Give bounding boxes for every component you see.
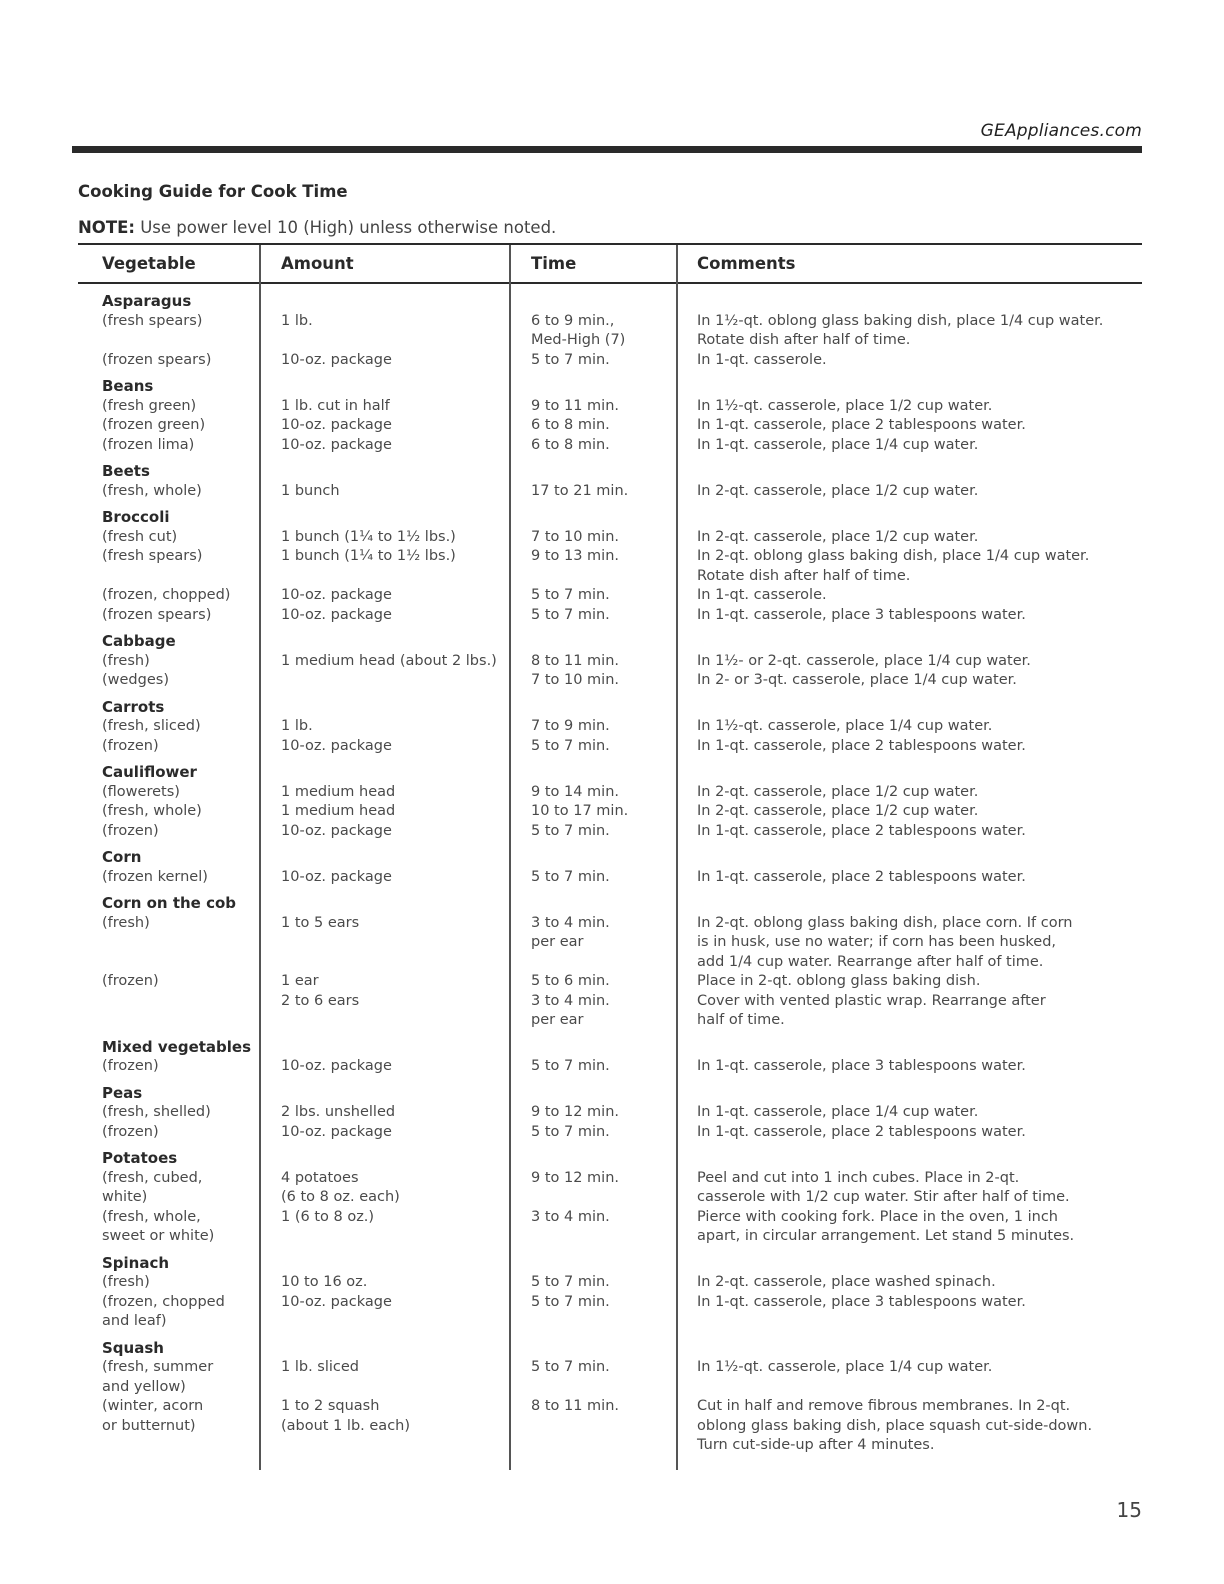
vegetable-cell: (fresh spears): [102, 548, 203, 564]
amount-cell: 1 lb.: [281, 718, 313, 734]
time-cell: 5 to 7 min.: [531, 868, 610, 885]
amount-cell: 1 lb.: [281, 312, 313, 329]
vegetable-group-name: Asparagus: [102, 292, 192, 310]
amount-cell: 10-oz. package: [281, 737, 392, 754]
time-cell: 9 to 11 min.: [531, 397, 620, 414]
comments-cell: In 2-qt. casserole, place 1/2 cup water.: [697, 783, 979, 800]
time-cell: 5 to 7 min.: [531, 1123, 610, 1140]
time-cell: 8 to 11 min.: [531, 652, 620, 669]
vegetable-cell: (fresh green): [102, 397, 197, 414]
vegetable-cell: (fresh, whole): [102, 803, 202, 819]
page-number: 15: [1116, 1498, 1142, 1522]
time-cell: 5 to 7 min.: [531, 1359, 610, 1375]
comments-cell: In 2-qt. oblong glass baking dish, place corn. If corn is in husk, use no water; if corn has been husked, add 1/4 cup water. Rearrange after half of time.: [697, 914, 1073, 970]
vegetable-cell: (frozen): [102, 973, 159, 989]
amount-cell: 1 to 2 squash (about 1 lb. each): [281, 1398, 411, 1434]
amount-cell: 1 bunch (1¼ to 1½ lbs.): [281, 548, 456, 564]
time-cell: 3 to 4 min.: [531, 1208, 610, 1225]
comments-cell: In 1-qt. casserole.: [697, 587, 827, 603]
vegetable-group-name: Carrots: [102, 697, 165, 716]
vegetable-cell: (frozen): [102, 822, 159, 839]
page-title: Cooking Guide for Cook Time: [78, 182, 348, 201]
time-cell: 9 to 12 min.: [531, 1169, 620, 1186]
table-top-rule: [78, 243, 1142, 245]
comments-cell: In 1½- or 2-qt. casserole, place 1/4 cup water.: [697, 652, 1031, 669]
time-cell: 17 to 21 min.: [531, 482, 629, 499]
comments-cell: In 1-qt. casserole, place 3 tablespoons water.: [697, 1293, 1026, 1310]
comments-cell: In 1-qt. casserole, place 1/4 cup water.: [697, 1104, 979, 1120]
time-cell: 6 to 8 min.: [531, 436, 610, 453]
vegetable-cell: (frozen spears): [102, 606, 212, 623]
note: [78, 218, 556, 237]
amount-cell: 10-oz. package: [281, 868, 392, 885]
comments-cell: In 1-qt. casserole, place 2 tablespoons water.: [697, 737, 1026, 754]
vegetable-cell: (fresh): [102, 652, 150, 669]
amount-cell: 1 medium head (about 2 lbs.): [281, 652, 497, 669]
amount-cell: 1 lb. cut in half: [281, 397, 390, 414]
time-cell: 5 to 7 min.: [531, 1293, 610, 1310]
vegetable-group-name: Corn on the cob: [102, 894, 236, 912]
column-header-time: Time: [531, 254, 577, 273]
amount-cell: 10-oz. package: [281, 351, 392, 368]
comments-cell: In 1-qt. casserole, place 2 tablespoons water.: [697, 822, 1026, 839]
amount-cell: 10-oz. package: [281, 606, 392, 623]
time-cell: 5 to 7 min.: [531, 587, 610, 603]
comments-cell: Pierce with cooking fork. Place in the oven, 1 inch apart, in circular arrangement. Let stand 5 minutes.: [697, 1208, 1075, 1244]
note-text: Use power level 10 (High) unless otherwise noted.: [134, 218, 557, 237]
amount-cell: 10-oz. package: [281, 1123, 392, 1140]
vegetable-cell: (wedges): [102, 672, 169, 688]
comments-cell: In 1½-qt. casserole, place 1/4 cup water.: [697, 1359, 993, 1375]
vegetable-group-name: Beets: [102, 462, 150, 480]
comments-cell: In 1-qt. casserole.: [697, 351, 827, 368]
vegetable-cell: (fresh, whole, sweet or white): [102, 1208, 215, 1244]
vegetable-cell: (fresh, shelled): [102, 1104, 211, 1120]
amount-cell: 2 lbs. unshelled: [281, 1104, 396, 1120]
comments-cell: In 2-qt. casserole, place washed spinach.: [697, 1274, 996, 1290]
vegetable-cell: (frozen): [102, 1058, 159, 1074]
comments-cell: In 1-qt. casserole, place 2 tablespoons water.: [697, 417, 1026, 433]
vegetable-group-name: Mixed vegetables: [102, 1037, 252, 1056]
vegetable-cell: (fresh, cubed, white): [102, 1169, 203, 1205]
column-divider: [259, 245, 261, 1470]
vegetable-group-name: Potatoes: [102, 1149, 178, 1167]
amount-cell: 10-oz. package: [281, 1058, 392, 1074]
amount-cell: 1 medium head: [281, 783, 396, 800]
column-header-comments: Comments: [697, 254, 796, 273]
time-cell: 5 to 6 min. 3 to 4 min. per ear: [531, 973, 610, 1028]
comments-cell: In 2- or 3-qt. casserole, place 1/4 cup water.: [697, 672, 1017, 688]
site-url: GEAppliances.com: [980, 121, 1142, 141]
comments-cell: In 1½-qt. oblong glass baking dish, place 1/4 cup water. Rotate dish after half of time.: [697, 312, 1104, 348]
time-cell: 7 to 10 min.: [531, 672, 620, 688]
comments-cell: In 2-qt. casserole, place 1/2 cup water.: [697, 482, 979, 499]
time-cell: 10 to 17 min.: [531, 803, 629, 819]
vegetable-cell: (winter, acorn or butternut): [102, 1398, 204, 1434]
comments-cell: In 1-qt. casserole, place 2 tablespoons water.: [697, 868, 1026, 885]
comments-cell: Cut in half and remove fibrous membranes. In 2-qt. oblong glass baking dish, place squash cut-side-down. Turn cut-side-up after 4 minutes.: [697, 1398, 1093, 1453]
comments-cell: In 2-qt. casserole, place 1/2 cup water.: [697, 803, 979, 819]
time-cell: 8 to 11 min.: [531, 1398, 620, 1414]
vegetable-group-name: Cauliflower: [102, 763, 197, 781]
time-cell: 7 to 9 min.: [531, 718, 610, 734]
vegetable-cell: (frozen, chopped): [102, 587, 231, 603]
vegetable-cell: (fresh, whole): [102, 482, 202, 499]
time-cell: 5 to 7 min.: [531, 1274, 610, 1290]
time-cell: 9 to 14 min.: [531, 783, 620, 800]
vegetable-cell: (frozen): [102, 737, 159, 754]
comments-cell: In 1½-qt. casserole, place 1/4 cup water.: [697, 718, 993, 734]
column-divider: [509, 245, 511, 1470]
column-header-rule: [78, 282, 1142, 284]
amount-cell: 10-oz. package: [281, 587, 392, 603]
vegetable-cell: (fresh): [102, 1274, 150, 1290]
time-cell: 9 to 13 min.: [531, 548, 620, 564]
amount-cell: 10-oz. package: [281, 822, 392, 839]
amount-cell: 1 medium head: [281, 803, 396, 819]
vegetable-group-name: Corn: [102, 848, 142, 866]
comments-cell: In 1-qt. casserole, place 2 tablespoons water.: [697, 1123, 1026, 1140]
vegetable-group-name: Squash: [102, 1338, 164, 1357]
amount-cell: 1 lb. sliced: [281, 1359, 359, 1375]
amount-cell: 1 to 5 ears: [281, 914, 360, 931]
time-cell: 5 to 7 min.: [531, 737, 610, 754]
time-cell: 5 to 7 min.: [531, 1058, 610, 1074]
vegetable-cell: (fresh, summer and yellow): [102, 1359, 214, 1395]
comments-cell: In 2-qt. casserole, place 1/2 cup water.: [697, 528, 979, 545]
vegetable-cell: (fresh cut): [102, 528, 178, 545]
amount-cell: 10-oz. package: [281, 1293, 392, 1310]
vegetable-group-name: Broccoli: [102, 508, 170, 526]
vegetable-cell: (frozen): [102, 1123, 159, 1140]
vegetable-cell: (frozen kernel): [102, 868, 208, 885]
comments-cell: In 1-qt. casserole, place 3 tablespoons water.: [697, 1058, 1026, 1074]
comments-cell: In 1½-qt. casserole, place 1/2 cup water.: [697, 397, 993, 414]
time-cell: 6 to 8 min.: [531, 417, 610, 433]
comments-cell: In 2-qt. oblong glass baking dish, place 1/4 cup water. Rotate dish after half of time.: [697, 548, 1090, 584]
time-cell: 5 to 7 min.: [531, 606, 610, 623]
time-cell: 5 to 7 min.: [531, 351, 610, 368]
vegetable-cell: (frozen green): [102, 417, 206, 433]
vegetable-group-name: Cabbage: [102, 632, 176, 650]
time-cell: 3 to 4 min. per ear: [531, 914, 610, 950]
comments-cell: In 1-qt. casserole, place 1/4 cup water.: [697, 436, 979, 453]
column-header-amount: Amount: [281, 254, 354, 273]
vegetable-group-name: Peas: [102, 1083, 143, 1102]
amount-cell: 10-oz. package: [281, 436, 392, 453]
vegetable-cell: (fresh spears): [102, 312, 203, 329]
amount-cell: 1 ear 2 to 6 ears: [281, 973, 360, 1009]
time-cell: 6 to 9 min., Med-High (7): [531, 312, 626, 348]
header-rule: [72, 146, 1142, 153]
vegetable-cell: (fresh): [102, 914, 150, 931]
amount-cell: 4 potatoes (6 to 8 oz. each): [281, 1169, 400, 1205]
vegetable-group-name: Beans: [102, 377, 154, 395]
note-label: NOTE:: [78, 218, 135, 237]
amount-cell: 1 bunch (1¼ to 1½ lbs.): [281, 528, 456, 545]
comments-cell: Place in 2-qt. oblong glass baking dish. Cover with vented plastic wrap. Rearrange after half of time.: [697, 973, 1046, 1028]
amount-cell: 10 to 16 oz.: [281, 1274, 368, 1290]
comments-cell: Peel and cut into 1 inch cubes. Place in 2-qt. casserole with 1/2 cup water. Stir after half of time.: [697, 1169, 1070, 1205]
column-header-vegetable: Vegetable: [102, 254, 196, 273]
comments-cell: In 1-qt. casserole, place 3 tablespoons water.: [697, 606, 1026, 623]
vegetable-cell: (flowerets): [102, 783, 180, 800]
column-divider: [676, 245, 678, 1470]
vegetable-cell: (frozen lima): [102, 436, 195, 453]
amount-cell: 10-oz. package: [281, 417, 392, 433]
amount-cell: 1 (6 to 8 oz.): [281, 1208, 375, 1225]
vegetable-cell: (fresh, sliced): [102, 718, 201, 734]
time-cell: 7 to 10 min.: [531, 528, 620, 545]
vegetable-cell: (frozen spears): [102, 351, 212, 368]
time-cell: 9 to 12 min.: [531, 1104, 620, 1120]
time-cell: 5 to 7 min.: [531, 822, 610, 839]
vegetable-group-name: Spinach: [102, 1253, 170, 1272]
amount-cell: 1 bunch: [281, 482, 340, 499]
vegetable-cell: (frozen, chopped and leaf): [102, 1293, 225, 1329]
